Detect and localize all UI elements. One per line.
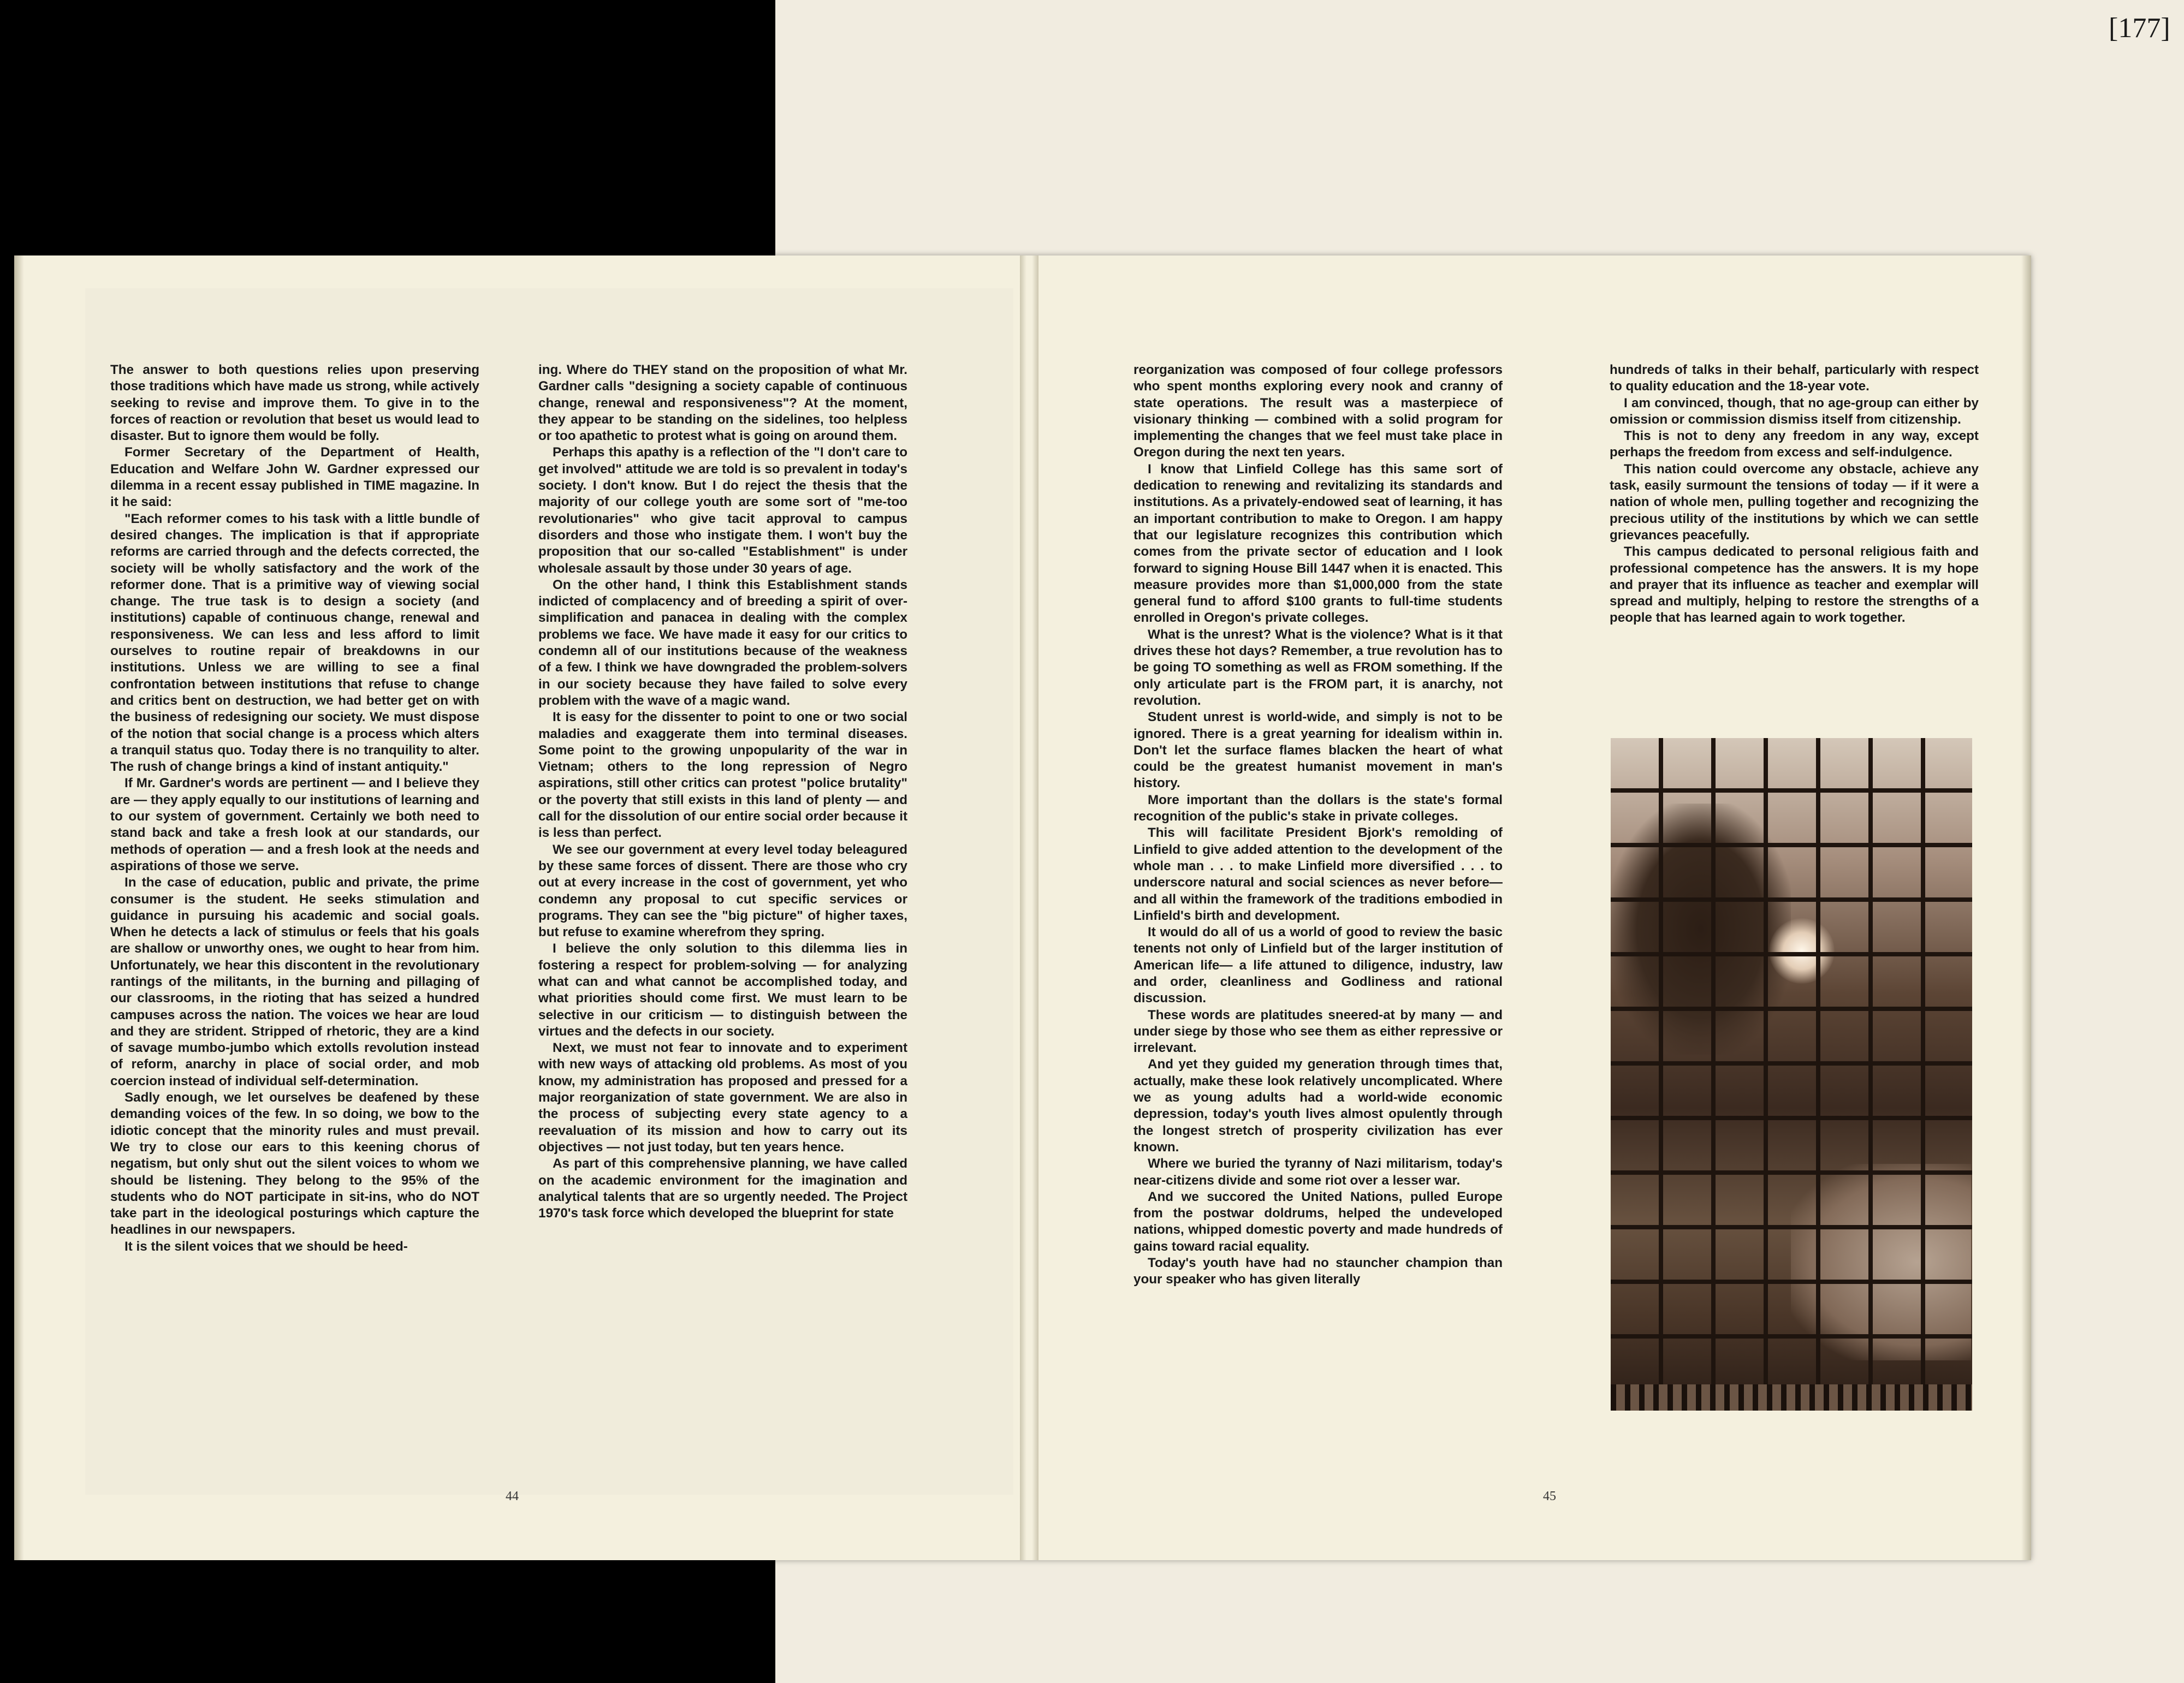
paragraph: ing. Where do THEY stand on the proposition of what Mr. Gardner calls "designing a society capable of continuous change, renewal and responsiveness"? At the moment, they appear to be standing on the sidelines, too helpless or too apathetic to protest what is going on around them. — [538, 362, 907, 444]
paragraph: Where we buried the tyranny of Nazi militarism, today's near-citizens divide and some riot over a lesser war. — [1133, 1156, 1503, 1188]
paragraph: More important than the dollars is the state's formal recognition of the public's stake in private colleges. — [1133, 792, 1503, 824]
paragraph: It is easy for the dissenter to point to one or two social maladies and exaggerate them into terminal diseases. Some point to the growing unpopularity of the war in Vietnam; others to the long repression of Negro aspirations, still other critics can protest "police brutality" or the poverty that still exists in this land of plenty — and call for the dissolution of our entire social order because it is less than perfect. — [538, 710, 907, 841]
magazine-spread — [14, 255, 2031, 1560]
campus-window-photo — [1611, 738, 1972, 1411]
paragraph: Sadly enough, we let ourselves be deafened by these demanding voices of the few. In so doing, we bow to the idiotic concept that the minority rules and must prevail. We try to close our ears to this keening chorus of negatism, but only shut out the silent voices to whom we should be listening. They belong to the 95% of the students who do NOT participate in sit-ins, who do NOT take part in the ideological posturings which capture the headlines in our newspapers. — [110, 1090, 479, 1238]
right-page-edge — [2021, 255, 2031, 1560]
page-number-left: 44 — [506, 1489, 519, 1503]
left-page-column-1 — [110, 362, 479, 1255]
paragraph: "Each reformer comes to his task with a little bundle of desired changes. The implication is that if appropriate reforms are carried through and the defects corrected, the society will be wholly satisfactory and the work of the reformer done. That is a primitive way of viewing social change. The true task is to design a society (and institutions) capable of continuous change, renewal and responsiveness. We can less and less afford to limit ourselves to routine repair of breakdowns in our institutions. Unless we are willing to see a final confrontation between institutions that refuse to change and critics bent on destruction, we had better get on with the business of redesigning our society. We must dispose of the notion that social change is a process which alters a tranquil status quo. Today there is no tranquility to alter. The rush of change brings a kind of instant antiquity." — [110, 511, 479, 775]
left-page-edge — [14, 255, 24, 1560]
paragraph: Next, we must not fear to innovate and to experiment with new ways of attacking old problems. As most of you know, my administration has proposed and pressed for a major reorganization of state government. We are also in the process of subjecting every state agency to a reevaluation of its mission and how to carry out its objectives — not just today, but ten years hence. — [538, 1040, 907, 1155]
spine-gutter — [1020, 255, 1038, 1560]
archive-page-label: [177] — [2109, 13, 2170, 44]
paragraph: hundreds of talks in their behalf, particularly with respect to quality education and the 18-year vote. — [1610, 362, 1979, 394]
paragraph: It is the silent voices that we should be heed- — [124, 1239, 408, 1254]
right-page-column-2 — [1610, 362, 1979, 627]
paragraph: This nation could overcome any obstacle, achieve any task, easily surmount the tensions of today — if it were a nation of whole men, pulling together and recognizing the precious utility of the institutions by which we can settle grievances peacefully. — [1610, 461, 1979, 543]
paragraph: As part of this comprehensive planning, we have called on the academic environment for the imagination and analytical talents that are so urgently needed. The Project 1970's task force which developed the blueprint for state — [538, 1156, 907, 1221]
paragraph: Student unrest is world-wide, and simply is not to be ignored. There is a great yearning for idealism within in. Don't let the surface flames blacken the heart of what could be the greatest humanist movement in man's history. — [1133, 710, 1503, 791]
paragraph: reorganization was composed of four college professors who spent months exploring every nook and cranny of state operations. The result was a masterpiece of visionary thinking — combined with a solid program for implementing the changes that we feel must take place in Oregon during the next ten years. — [1133, 362, 1503, 460]
paragraph: I am convinced, though, that no age-group can either by omission or commission dismiss itself from citizenship. — [1610, 395, 1979, 427]
paragraph: Perhaps this apathy is a reflection of the "I don't care to get involved" attitude we are told is so prevalent in today's society. I don't know. But I do reject the thesis that the majority of our college youth are some sort of "me-too revolutionaries" who give tacit approval to campus disorders and those who instigate them. I won't buy the proposition that our so-called "Establishment" is under wholesale assault by those under 30 years of age. — [538, 445, 907, 576]
paragraph: These words are platitudes sneered-at by many — and under siege by those who see them as either repressive or irrelevant. — [1133, 1007, 1503, 1056]
paragraph: It would do all of us a world of good to review the basic tenents not only of Linfield but of the larger institution of American life— a life attuned to diligence, industry, law and order, cleanliness and Godliness and rational discussion. — [1133, 925, 1503, 1006]
paragraph: On the other hand, I think this Establishment stands indicted of complacency and of breeding a spirit of over-simplification and panacea in dealing with the complex problems we face. We have made it easy for our critics to condemn all of our institutions because of the weakness of a few. I think we have downgraded the problem-solvers in our society because they have failed to solve every problem with the wave of a magic wand. — [538, 577, 907, 708]
paragraph: The answer to both questions relies upon preserving those traditions which have made us strong, while actively seeking to revise and improve them. To give in to the forces of reaction or revolution that beset us would lead to disaster. But to ignore them would be folly. — [110, 362, 479, 444]
photo-railing — [1611, 1384, 1972, 1411]
photo-window-frame — [1611, 738, 1972, 1411]
paragraph: Today's youth have had no stauncher champion than your speaker who has given literally — [1133, 1256, 1503, 1287]
paragraph: This campus dedicated to personal religious faith and professional competence has the answers. It is my hope and prayer that its influence as teacher and exemplar will spread and multiply, helping to restore the strengths of a people that has learned again to work together. — [1610, 544, 1979, 626]
paragraph: This is not to deny any freedom in any way, except perhaps the freedom from excess and self-indulgence. — [1610, 429, 1979, 460]
page-number-right: 45 — [1543, 1489, 1556, 1503]
paragraph: And we succored the United Nations, pulled Europe from the postwar doldrums, helped the undeveloped nations, whipped domestic poverty and made hundreds of gains toward racial equality. — [1133, 1189, 1503, 1254]
paragraph: If Mr. Gardner's words are pertinent — and I believe they are — they apply equally to our institutions of learning and to our system of government. Certainly we both need to stand back and take a fresh look at our standards, our methods of operation — and a fresh look at the needs and aspirations of those we serve. — [110, 776, 479, 873]
paragraph: I know that Linfield College has this same sort of dedication to renewing and revitalizing its standards and institutions. As a privately-endowed seat of learning, it has an important contribution to make to Oregon. I am happy that our legislature recognizes this contribution which comes from the private sector of education and I look forward to signing House Bill 1447 when it is enacted. This measure provides more than $1,000,000 from the state general fund to afford $100 grants to full-time students enrolled in Oregon's private colleges. — [1133, 461, 1503, 626]
paragraph: We see our government at every level today beleagured by these same forces of dissent. There are those who cry out at every increase in the cost of government, yet who condemn any proposal to cut specific services or programs. They can see the "big picture" of higher taxes, but refuse to examine wherefrom they spring. — [538, 842, 907, 940]
paragraph: I believe the only solution to this dilemma lies in fostering a respect for problem-solving — for analyzing what can and what cannot be accomplished today, and what priorities should come first. We must learn to be selective in our criticism — to distinguish between the virtues and the defects in our society. — [538, 941, 907, 1039]
paragraph: Former Secretary of the Department of Health, Education and Welfare John W. Gardner expressed our dilemma in a recent essay published in TIME magazine. In it he said: — [110, 445, 479, 510]
left-page-column-2 — [538, 362, 907, 1222]
paragraph: This will facilitate President Bjork's remolding of Linfield to give added attention to the development of the whole man . . . to make Linfield more diversified . . . to underscore natural and social sciences as never before— and all within the framework of the traditions embodied in Linfield's birth and development. — [1133, 825, 1503, 923]
right-page-column-1 — [1133, 362, 1503, 1288]
paragraph: What is the unrest? What is the violence? What is it that drives these hot days? Remember, a true revolution has to be going TO something as well as FROM something. If the only articulate part is the FROM part, it is anarchy, not revolution. — [1133, 627, 1503, 708]
paragraph: And yet they guided my generation through times that, actually, make these look relatively uncomplicated. Where we as young adults had a world-wide economic depression, today's youth lives almost opulently through the longest stretch of prosperity civilization has ever known. — [1133, 1057, 1503, 1155]
paragraph: In the case of education, public and private, the prime consumer is the student. He seeks stimulation and guidance in pursuing his academic and social goals. When he detects a lack of stimulus or feels that his goals are shallow or unworthy ones, we ought to hear from him. Unfortunately, we hear this discontent in the revolutionary rantings of the militants, in the burning and pillaging of our classrooms, in the rioting that has seized a hundred campuses across the nation. The voices we hear are loud and they are strident. Stripped of rhetoric, they are a kind of savage mumbo-jumbo which extolls revolution instead of reform, anarchy in place of social order, and mob coercion instead of individual self-determination. — [110, 875, 479, 1089]
